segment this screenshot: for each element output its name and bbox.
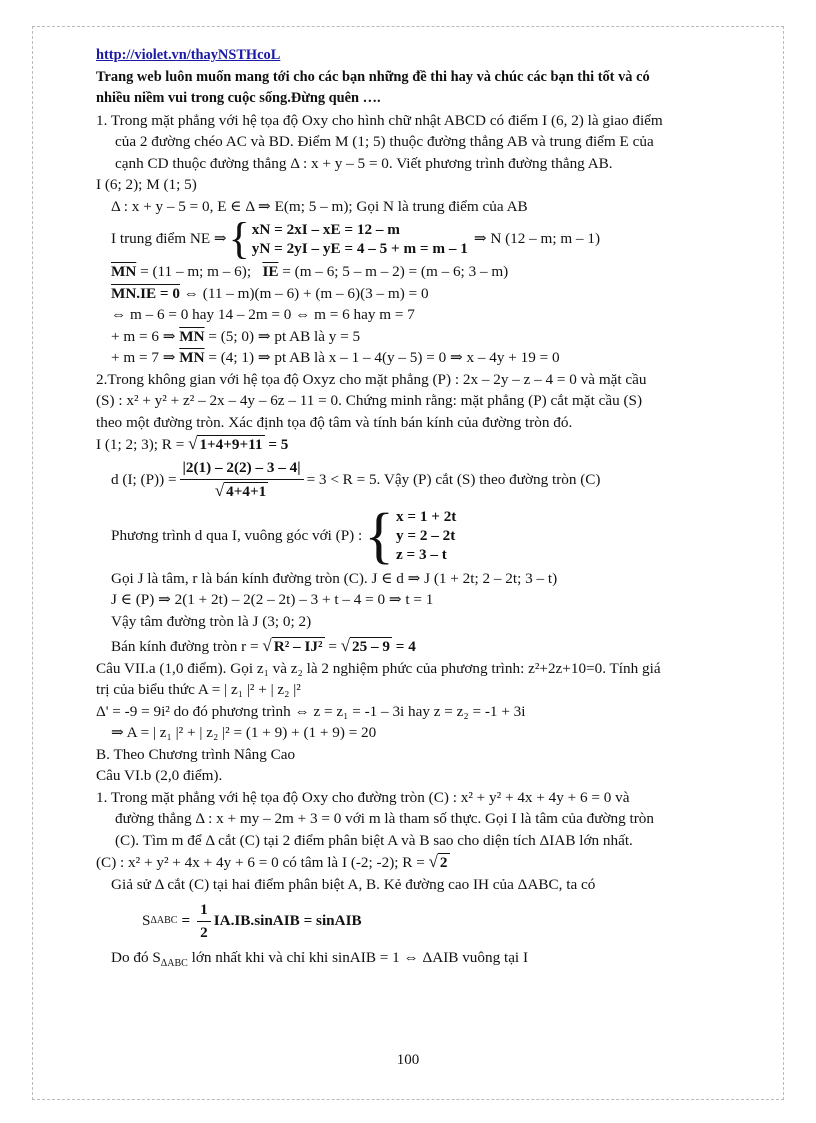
p1-midpoint-result: ⇒ N (12 – m; m – 1) [473, 230, 601, 248]
p3-solution-line-2: ⇒ A = | z₁ |² + | z₂ |² = (1 + 9) + (1 + 9) = 20 [111, 724, 377, 741]
case-m7-result: = (4; 1) ⇒ pt AB là x – 1 – 4(y – 5) = 0 ⇒ x – 4y + 19 = 0 [208, 349, 560, 366]
p2-distance-line [96, 456, 736, 504]
p4-question-line-2: đường thẳng Δ : x + my – 2m + 3 = 0 với m là tham số thực. Gọi I là tâm của đường tròn [115, 810, 654, 827]
vector-mn-value: = (11 – m; m – 6); [140, 263, 252, 280]
conclusion-text: lớn nhất khi và chỉ khi sinAIB = 1 ⇔ ΔAIB vuông tại I [191, 949, 529, 966]
p2-line-d-system [96, 501, 736, 570]
distance-conclusion: = 3 < R = 5. Vậy (P) cắt (S) theo đường tròn (C) [306, 470, 601, 488]
half-fraction [197, 899, 211, 943]
area-expression: IA.IB.sinAIB = sinAIB [213, 912, 362, 930]
equation-system [396, 507, 456, 564]
vector-mn: $\overline{MN}$ [179, 349, 205, 366]
p3-solution-line-1: Δ' = -9 = 9i² do đó phương trình ⇔ z = z₁ = -1 – 3i hay z = z₂ = -1 + 3i [96, 702, 526, 720]
source-link[interactable]: http://violet.vn/thayNSTHcoL [96, 47, 281, 63]
fraction-numerator: |2(1) – 2(2) – 3 – 4| [180, 457, 304, 480]
question-heading: Câu VI.b (2,0 điểm). [96, 767, 223, 784]
dot-product-expansion: ⇔ (11 – m)(m – 6) + (m – 6)(3 – m) = 0 [183, 284, 429, 302]
circle-radius-value: = 4 [395, 638, 416, 655]
case-m6-label: + m = 6 ⇒ [111, 327, 176, 345]
p1-midpoint-label: I trung điểm NE ⇒ [111, 230, 227, 248]
equals-sign: = [328, 638, 337, 655]
p4-question-line-1: 1. Trong mặt phẳng với hệ tọa độ Oxy cho đường tròn (C) : x² + y² + 4x + 4y + 6 = 0 và [96, 788, 630, 806]
distance-label: d (I; (P)) = [111, 470, 177, 488]
p1-midpoint-system [96, 214, 736, 263]
p2-radius-result [96, 635, 736, 658]
intro-line-1: Trang web luôn muốn mang tới cho các bạn những đề thi hay và chúc các bạn thi tốt và có [96, 68, 650, 85]
p1-question-line-1: 1. Trong mặt phẳng với hệ tọa độ Oxy cho hình chữ nhật ABCD có điểm I (6, 2) là giao điểm [96, 111, 663, 129]
intro-line-2: nhiều niềm vui trong cuộc sống.Đừng quên …. [96, 90, 381, 106]
circle-radius-label: Bán kính đường tròn r = [111, 638, 259, 655]
p1-solution-line-6: ⇔ m – 6 = 0 hay 14 – 2m = 0 ⇔ m = 6 hay m = 7 [111, 306, 415, 323]
page-number: 100 [396, 1052, 420, 1068]
equation-system [252, 220, 468, 258]
p2-question-line-2: (S) : x² + y² + z² – 2x – 4y – 6z – 11 = 0. Chứng minh rằng: mặt phẳng (P) cắt mặt cầu (S) [96, 392, 643, 409]
radicand: 25 – 9 [352, 638, 390, 655]
fraction-denominator [215, 480, 268, 503]
radicand: R² – IJ² [273, 638, 323, 655]
p4-solution-line-2: Giả sử Δ cắt (C) tại hai điểm phân biệt A, B. Kẻ đường cao IH của ΔABC, ta có [111, 875, 596, 893]
p1-solution-line-1: I (6; 2); M (1; 5) [96, 176, 197, 193]
p2-solution-line-4: Gọi J là tâm, r là bán kính đường tròn (C). J ∈ d ⇒ J (1 + 2t; 2 – 2t; 3 – t) [111, 569, 558, 587]
p1-case-m6 [96, 326, 736, 348]
distance-fraction [180, 457, 304, 502]
radius-label: I (1; 2; 3); R = [96, 436, 185, 453]
system-eq-1: xN = 2xI – xE = 12 – m [251, 221, 400, 238]
p4-question-line-3: (C). Tìm m để Δ cắt (C) tại 2 điểm phân biệt A và B sao cho diện tích ΔIAB lớn nhất. [115, 831, 633, 849]
sqrt-icon: √ [188, 434, 198, 453]
sqrt-icon: √ [340, 636, 351, 655]
area-subscript: ΔABC [160, 958, 188, 970]
document-body [96, 44, 736, 975]
radius-value: = 5 [268, 436, 289, 453]
vector-mn: $\overline{MN}$ [111, 263, 137, 280]
p2-solution-line-6: Vậy tâm đường tròn là J (3; 0; 2) [111, 612, 312, 630]
system-eq-2: y = 2 – 2t [396, 527, 456, 544]
p4-circle-line [96, 851, 736, 874]
p2-question-line-1: 2.Trong không gian với hệ tọa độ Oxyz cho mặt phẳng (P) : 2x – 2y – z – 4 = 0 và mặt cầu [96, 370, 647, 388]
system-eq-2: yN = 2yI – yE = 4 – 5 + m = m – 1 [251, 240, 468, 257]
case-m7-label: + m = 7 ⇒ [111, 349, 176, 366]
system-eq-1: x = 1 + 2t [396, 508, 457, 525]
sqrt-icon: √ [214, 480, 225, 500]
case-m6-result: = (5; 0) ⇒ pt AB là y = 5 [208, 327, 361, 345]
p3-question-line-2: trị của biểu thức A = | z₁ |² + | z₂ |² [96, 681, 301, 698]
vector-mn: $\overline{MN}$ [179, 327, 205, 345]
p2-question-line-3: theo một đường tròn. Xác định tọa độ tâm và tính bán kính của đường tròn đó. [96, 413, 573, 431]
system-eq-3: z = 3 – t [396, 546, 447, 563]
equals-sign: = [181, 912, 191, 930]
conclusion-prefix: Do đó S [111, 949, 161, 966]
sqrt-icon: √ [428, 852, 438, 871]
circle-center-label: (C) : x² + y² + 4x + 4y + 6 = 0 có tâm là I (-2; -2); R = [96, 854, 425, 871]
p1-question-line-3: cạnh CD thuộc đường thẳng Δ : x + y – 5 = 0. Viết phương trình đường thẳng AB. [115, 154, 613, 172]
p1-vectors-line [96, 261, 736, 283]
section-heading: B. Theo Chương trình Nâng Cao [96, 745, 296, 763]
p1-dot-product-line [96, 283, 736, 305]
p2-solution-line-5: J ∈ (P) ⇒ 2(1 + 2t) – 2(2 – 2t) – 3 + t – 4 = 0 ⇒ t = 1 [111, 591, 434, 608]
radicand: 1+4+9+11 [199, 436, 263, 453]
p4-solution-line-4 [96, 947, 736, 975]
dot-product: MN.IE = 0 [111, 284, 180, 302]
p4-area-formula [96, 895, 736, 947]
radicand: 2 [439, 854, 448, 871]
line-d-label: Phương trình d qua I, vuông góc với (P) : [111, 526, 363, 544]
p3-question-line-1: Câu VII.a (1,0 điểm). Gọi z₁ và z₂ là 2 nghiệm phức của phương trình: z²+2z+10=0. Tính giá [96, 659, 661, 677]
radicand: 4+4+1 [226, 482, 267, 500]
area-symbol: S [142, 912, 151, 930]
sqrt-icon: √ [262, 636, 272, 655]
p1-case-m7 [96, 347, 736, 369]
p2-radius-line [96, 433, 736, 456]
vector-ie: $\overline{IE}$ [262, 263, 279, 280]
p1-solution-line-2: Δ : x + y – 5 = 0, E ∈ Δ ⇒ E(m; 5 – m); Gọi N là trung điểm của AB [111, 197, 528, 215]
brace-icon: { [228, 214, 250, 263]
fraction-numerator: 1 [197, 899, 211, 922]
brace-icon: { [364, 501, 395, 570]
p1-question-line-2: của 2 đường chéo AC và BD. Điểm M (1; 5) thuộc đường thẳng AB và trung điểm E của [115, 133, 654, 150]
area-subscript: ΔABC [150, 915, 178, 927]
fraction-denominator: 2 [200, 923, 208, 941]
vector-ie-value: = (m – 6; 5 – m – 2) = (m – 6; 3 – m) [282, 263, 509, 280]
